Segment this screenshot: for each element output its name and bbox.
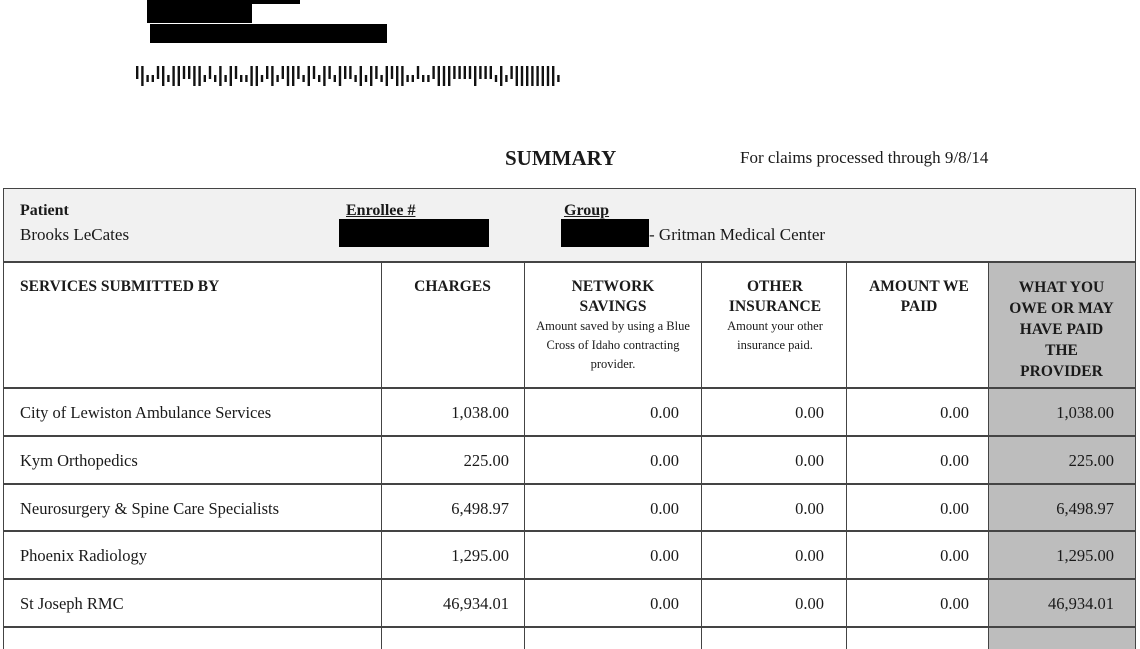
barcode-bar — [204, 75, 206, 82]
barcode-bar — [313, 66, 315, 79]
cell-other: 0.00 — [795, 546, 824, 565]
barcode-bar — [193, 66, 195, 86]
barcode-bar — [339, 66, 341, 86]
barcode-bar — [230, 66, 232, 86]
group-name: - Gritman Medical Center — [649, 225, 826, 244]
cell-provider: St Joseph RMC — [20, 594, 124, 613]
barcode-bar — [146, 75, 148, 82]
barcode-bar — [256, 66, 258, 86]
barcode-bar — [370, 66, 372, 86]
barcode-bar — [323, 66, 325, 86]
barcode-bar — [198, 66, 200, 86]
cell-charges: 1,295.00 — [451, 546, 509, 565]
barcode-bar — [469, 66, 471, 79]
header-other-insurance: OTHER INSURANCE Amount your other insurance paid. — [727, 278, 823, 352]
barcode-bar — [308, 66, 310, 86]
barcode-bar — [266, 66, 268, 79]
cell-other: 0.00 — [795, 403, 824, 422]
cell-other: 0.00 — [795, 499, 824, 518]
barcode-bar — [542, 66, 544, 86]
header-what-you-owe: WHAT YOU OWE OR MAY HAVE PAID THE PROVIDER — [1009, 279, 1114, 380]
barcode-bar — [334, 75, 336, 82]
barcode-bar — [328, 66, 330, 79]
cell-owe: 1,295.00 — [1056, 546, 1114, 565]
barcode-bar — [474, 66, 476, 86]
barcode-bar — [354, 75, 356, 82]
cell-other: 0.00 — [795, 594, 824, 613]
barcode-bar — [297, 66, 299, 79]
barcode-bar — [432, 66, 434, 79]
header-charges: CHARGES — [414, 278, 491, 295]
redacted-enrollee-number — [339, 219, 489, 247]
cell-paid: 0.00 — [940, 499, 969, 518]
cell-paid: 0.00 — [940, 546, 969, 565]
barcode-bar — [526, 66, 528, 86]
barcode-bar — [235, 66, 237, 79]
barcode-bar — [490, 66, 492, 79]
barcode-bar — [453, 66, 455, 79]
cell-network: 0.00 — [650, 546, 679, 565]
cell-network: 0.00 — [650, 451, 679, 470]
barcode-bar — [219, 66, 221, 86]
cell-other: 0.00 — [795, 451, 824, 470]
cell-charges: 225.00 — [463, 451, 509, 470]
barcode-bar — [500, 66, 502, 86]
redacted-address-line-2 — [147, 3, 252, 23]
cell-provider: Phoenix Radiology — [20, 546, 147, 565]
barcode-bar — [521, 66, 523, 86]
barcode-bar — [292, 66, 294, 86]
cell-network: 0.00 — [650, 403, 679, 422]
header-network-savings: NETWORK SAVINGS Amount saved by using a Blue Cross of Idaho contracting provider. — [536, 278, 690, 371]
barcode-bar — [188, 66, 190, 79]
redacted-address-line-3 — [150, 24, 387, 43]
barcode-bar — [406, 75, 408, 82]
cell-provider: City of Lewiston Ambulance Services — [20, 403, 272, 422]
barcode-bar — [271, 66, 273, 86]
postal-barcode — [136, 66, 561, 88]
barcode-bar — [152, 75, 154, 82]
barcode-bar — [401, 66, 403, 86]
barcode-bar — [349, 66, 351, 79]
cell-charges: 1,038.00 — [451, 403, 509, 422]
barcode-bar — [547, 66, 549, 86]
barcode-bar — [344, 66, 346, 79]
cell-charges: 46,934.01 — [443, 594, 509, 613]
barcode-bar — [365, 75, 367, 82]
barcode-bar — [386, 66, 388, 86]
barcode-bar — [484, 66, 486, 79]
redacted-group-number — [561, 219, 649, 247]
cell-paid: 0.00 — [940, 403, 969, 422]
barcode-bar — [167, 75, 169, 82]
barcode-bar — [245, 75, 247, 82]
cell-network: 0.00 — [650, 499, 679, 518]
cell-owe: 1,038.00 — [1056, 403, 1114, 422]
cell-charges: 6,498.97 — [451, 499, 509, 518]
barcode-bar — [287, 66, 289, 86]
barcode-bar — [536, 66, 538, 86]
barcode-bar — [557, 75, 559, 82]
barcode-bar — [443, 66, 445, 86]
barcode-bar — [172, 66, 174, 86]
barcode-bar — [224, 75, 226, 82]
patient-name: Brooks LeCates — [20, 225, 130, 244]
cell-paid: 0.00 — [940, 594, 969, 613]
patient-label: Patient — [20, 202, 69, 219]
barcode-bar — [531, 66, 533, 86]
barcode-bar — [458, 66, 460, 79]
barcode-bar — [495, 75, 497, 82]
barcode-bar — [479, 66, 481, 79]
enrollee-label: Enrollee # — [346, 202, 416, 219]
header-amount-paid: AMOUNT WE PAID — [869, 278, 969, 315]
barcode-bar — [157, 66, 159, 79]
barcode-bar — [261, 75, 263, 82]
barcode-bar — [178, 66, 180, 86]
cell-provider: Kym Orthopedics — [20, 451, 138, 470]
cell-owe: 6,498.97 — [1056, 499, 1114, 518]
barcode-bar — [183, 66, 185, 79]
barcode-bar — [209, 66, 211, 79]
barcode-bar — [360, 66, 362, 86]
barcode-bar — [162, 66, 164, 86]
barcode-bar — [214, 75, 216, 82]
barcode-bar — [552, 66, 554, 86]
header-provider: SERVICES SUBMITTED BY — [20, 278, 220, 295]
barcode-bar — [417, 66, 419, 79]
barcode-bar — [427, 75, 429, 82]
barcode-bar — [250, 66, 252, 86]
cell-owe: 225.00 — [1068, 451, 1114, 470]
barcode-bar — [380, 75, 382, 82]
barcode-bar — [136, 66, 138, 79]
cell-provider: Neurosurgery & Spine Care Specialists — [20, 499, 280, 518]
barcode-bar — [438, 66, 440, 86]
cell-network: 0.00 — [650, 594, 679, 613]
barcode-bar — [282, 66, 284, 79]
barcode-bar — [396, 66, 398, 86]
barcode-bar — [448, 66, 450, 86]
barcode-bar — [276, 75, 278, 82]
barcode-bar — [516, 66, 518, 86]
barcode-bar — [391, 66, 393, 79]
barcode-bar — [318, 75, 320, 82]
barcode-bar — [141, 66, 143, 86]
barcode-bar — [464, 66, 466, 79]
barcode-bar — [422, 75, 424, 82]
cell-owe: 46,934.01 — [1048, 594, 1114, 613]
barcode-bar — [240, 75, 242, 82]
summary-title: SUMMARY — [505, 146, 617, 170]
barcode-bar — [412, 75, 414, 82]
claims-summary-table — [3, 188, 1136, 649]
group-label: Group — [564, 202, 610, 219]
barcode-bar — [505, 75, 507, 82]
processed-through-date: For claims processed through 9/8/14 — [740, 148, 989, 167]
barcode-bar — [510, 66, 512, 79]
barcode-bar — [375, 66, 377, 79]
cell-paid: 0.00 — [940, 451, 969, 470]
patient-info-row — [4, 189, 1135, 263]
barcode-bar — [302, 75, 304, 82]
